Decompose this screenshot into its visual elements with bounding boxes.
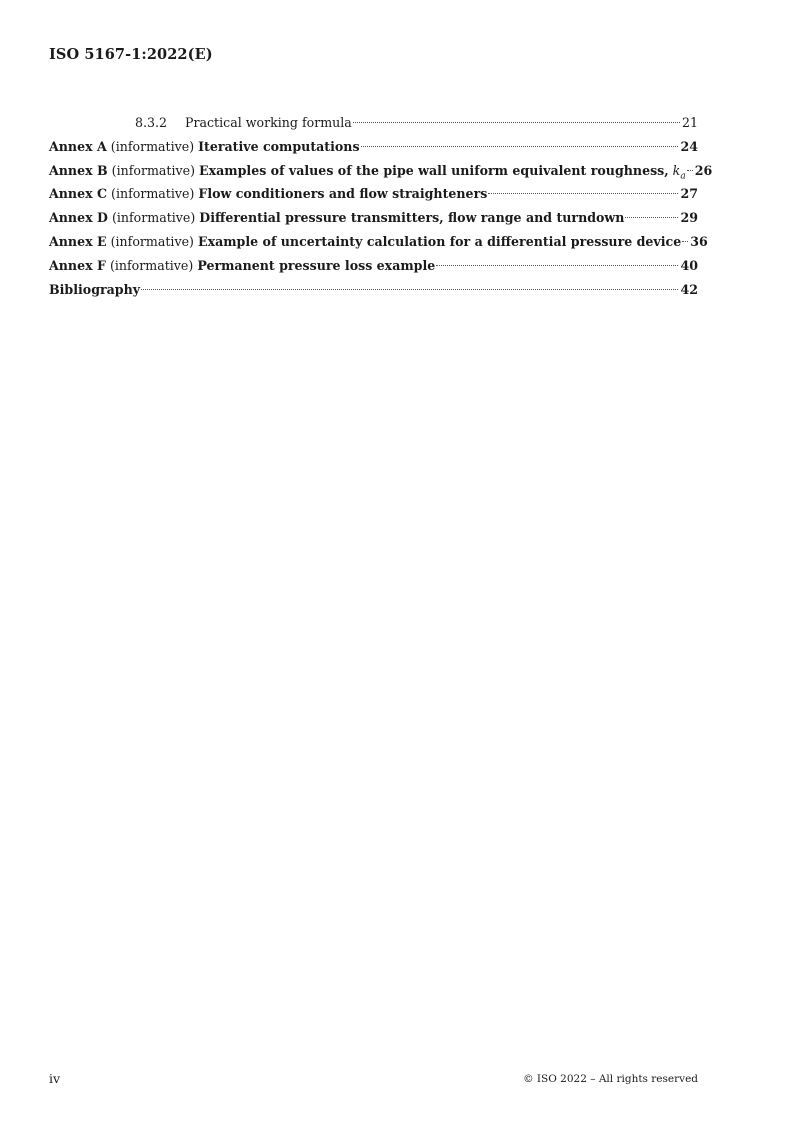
roughness-symbol: $k_a$ xyxy=(672,162,686,182)
toc-entry-8-3-2[interactable] xyxy=(49,111,698,135)
annex-type: (informative) xyxy=(109,257,194,273)
dot-leader xyxy=(625,217,678,218)
toc-entry-page: 21 xyxy=(681,115,698,130)
toc-entry-annex-a[interactable] xyxy=(49,135,698,159)
bibliography-title: Bibliography xyxy=(49,281,141,297)
toc-entry-page: 26 xyxy=(694,162,713,178)
dot-leader xyxy=(687,170,693,171)
annex-title: Examples of values of the pipe wall uniform equivalent roughness, xyxy=(199,162,669,178)
toc-entry-page: 27 xyxy=(680,186,698,202)
dot-leader xyxy=(682,241,688,242)
annex-title: Differential pressure transmitters, flow range and turndown xyxy=(199,210,625,226)
copyright-notice: © ISO 2022 – All rights reserved xyxy=(523,1073,698,1085)
annex-type: (informative) xyxy=(110,138,195,154)
annex-label: Annex D xyxy=(49,210,108,226)
dot-leader xyxy=(353,122,680,123)
annex-label: Annex A xyxy=(49,138,107,154)
toc-entry-annex-b[interactable] xyxy=(49,159,713,183)
toc-entry-page: 24 xyxy=(680,138,698,154)
dot-leader xyxy=(361,146,679,147)
annex-title: Flow conditioners and flow straighteners xyxy=(198,186,488,202)
dot-leader xyxy=(488,193,678,194)
toc-entry-bibliography[interactable] xyxy=(49,278,698,302)
table-of-contents xyxy=(49,111,713,301)
annex-type: (informative) xyxy=(110,233,194,249)
toc-entry-number: 8.3.2 xyxy=(135,115,168,130)
roughness-subscript: a xyxy=(680,171,686,182)
dot-leader xyxy=(141,289,678,290)
toc-entry-title: Practical working formula xyxy=(185,115,352,130)
toc-entry-annex-f[interactable] xyxy=(49,254,698,278)
toc-entry-annex-d[interactable] xyxy=(49,206,698,230)
annex-title: Example of uncertainty calculation for a differential pressure device xyxy=(197,233,682,249)
annex-title: Iterative computations xyxy=(198,138,360,154)
toc-entry-page: 29 xyxy=(680,210,698,226)
toc-entry-page: 40 xyxy=(680,257,698,273)
toc-entry-annex-c[interactable] xyxy=(49,182,698,206)
document-header: ISO 5167-1:2022(E) xyxy=(49,46,213,63)
annex-type: (informative) xyxy=(111,210,196,226)
dot-leader xyxy=(436,265,678,266)
annex-label: Annex B xyxy=(49,162,108,178)
annex-label: Annex C xyxy=(49,186,108,202)
toc-entry-annex-e[interactable] xyxy=(49,230,708,254)
annex-title: Permanent pressure loss example xyxy=(197,257,436,273)
annex-type: (informative) xyxy=(111,162,195,178)
toc-entry-page: 36 xyxy=(690,233,708,249)
annex-label: Annex F xyxy=(49,257,106,273)
page-number: iv xyxy=(49,1071,61,1086)
toc-entry-page: 42 xyxy=(680,281,698,297)
annex-type: (informative) xyxy=(111,186,195,202)
annex-label: Annex E xyxy=(49,233,107,249)
